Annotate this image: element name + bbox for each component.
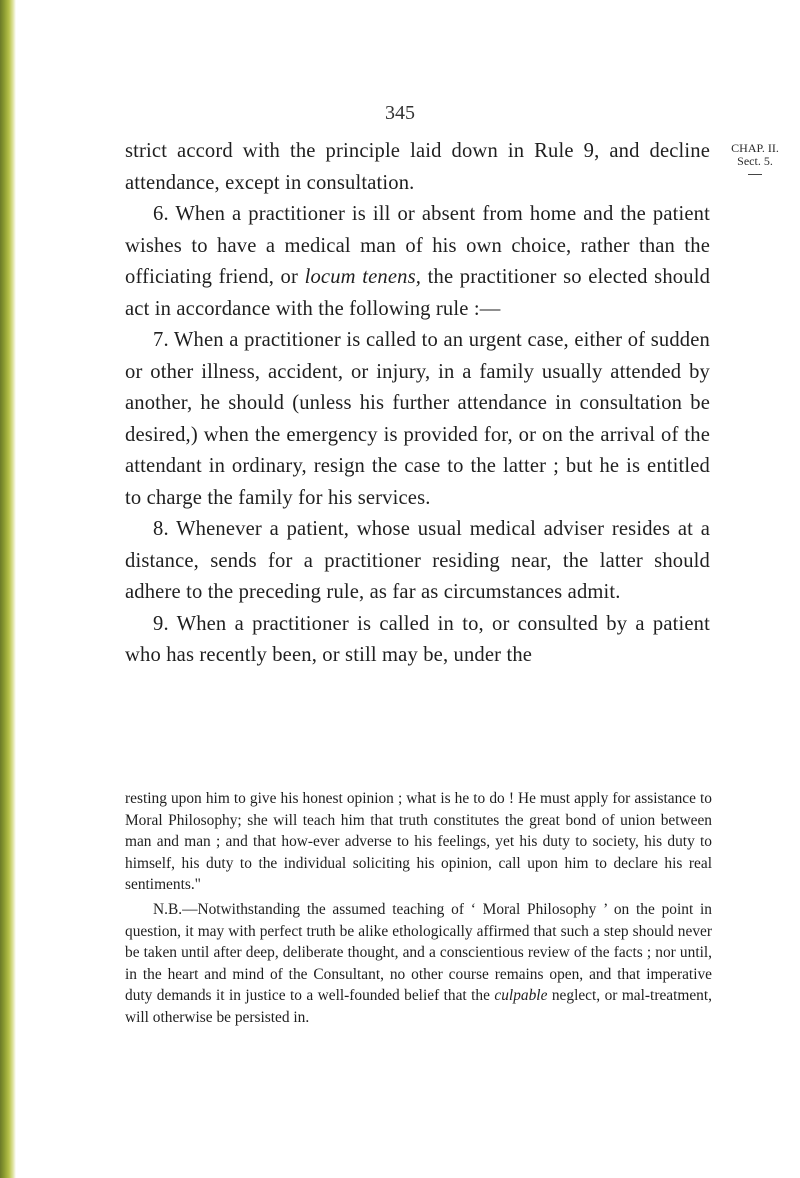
rule-6-italic: locum tenens,	[304, 266, 422, 288]
footnote	[125, 788, 712, 1029]
footnote-quote: resting upon him to give his honest opinion ; what is he to do ! He must apply for assistance to Moral Philosophy; she will teach him that truth constitutes the great bond of union between man and man ; and that how-ever adverse to his feelings, yet his duty to society, his duty to himself, his duty to the individual soliciting his opinion, call upon him to declare his real sentiments."	[125, 790, 712, 894]
paragraph-rule-9: 9. When a practitioner is called in to, or consulted by a patient who has recently been, or still may be, under the	[125, 612, 710, 666]
margin-note-dash	[748, 174, 762, 175]
paragraph-rule-6	[125, 199, 710, 325]
margin-note-section: Sect. 5.	[737, 154, 773, 168]
paragraph-continuation: strict accord with the principle laid down in Rule 9, and decline attendance, except in consultation.	[125, 140, 710, 194]
main-text	[125, 136, 710, 672]
footnote-nb-italic: culpable	[494, 987, 548, 1005]
rule-6-text-a: 6. When a practitioner is ill or absent from home and the patient wishes to have a medical man of his own choice, rather than the officiating friend, or	[125, 203, 710, 288]
book-binding-edge	[0, 0, 16, 1178]
paragraph-rule-7: 7. When a practitioner is called to an urgent case, either of sudden or other illness, accident, or injury, in a family usually attended by another, he should (unless his further attendance in consultation be desired,) when the emergency is provided for, or on the arrival of the attendant in ordinary, resign the case to the latter ; but he is entitled to charge the family for his services.	[125, 329, 710, 509]
page-number: 345	[385, 102, 415, 124]
margin-note-chapter: CHAP. II.	[731, 141, 779, 155]
rule-6-text-b: the practitioner so elected should act in accordance with the following rule :—	[125, 266, 711, 320]
footnote-nb	[125, 899, 712, 1029]
margin-note	[719, 142, 791, 175]
footnote-nb-text-b: neglect, or mal-treatment, will otherwise be persisted in.	[125, 987, 712, 1026]
paragraph-rule-8: 8. Whenever a patient, whose usual medical adviser resides at a distance, sends for a practitioner residing near, the latter should adhere to the preceding rule, as far as circumstances admit.	[125, 518, 710, 603]
footnote-nb-text-a: N.B.—Notwithstanding the assumed teaching of ‘ Moral Philosophy ’ on the point in question, it may with perfect truth be alike ethologically affirmed that such a step should never be taken until after deep, deliberate thought, and a conscientious review of the facts ; nor until, in the heart and mind of the Consultant, no other course remains open, and that imperative duty demands it in justice to a well-founded belief that the	[125, 900, 712, 1005]
